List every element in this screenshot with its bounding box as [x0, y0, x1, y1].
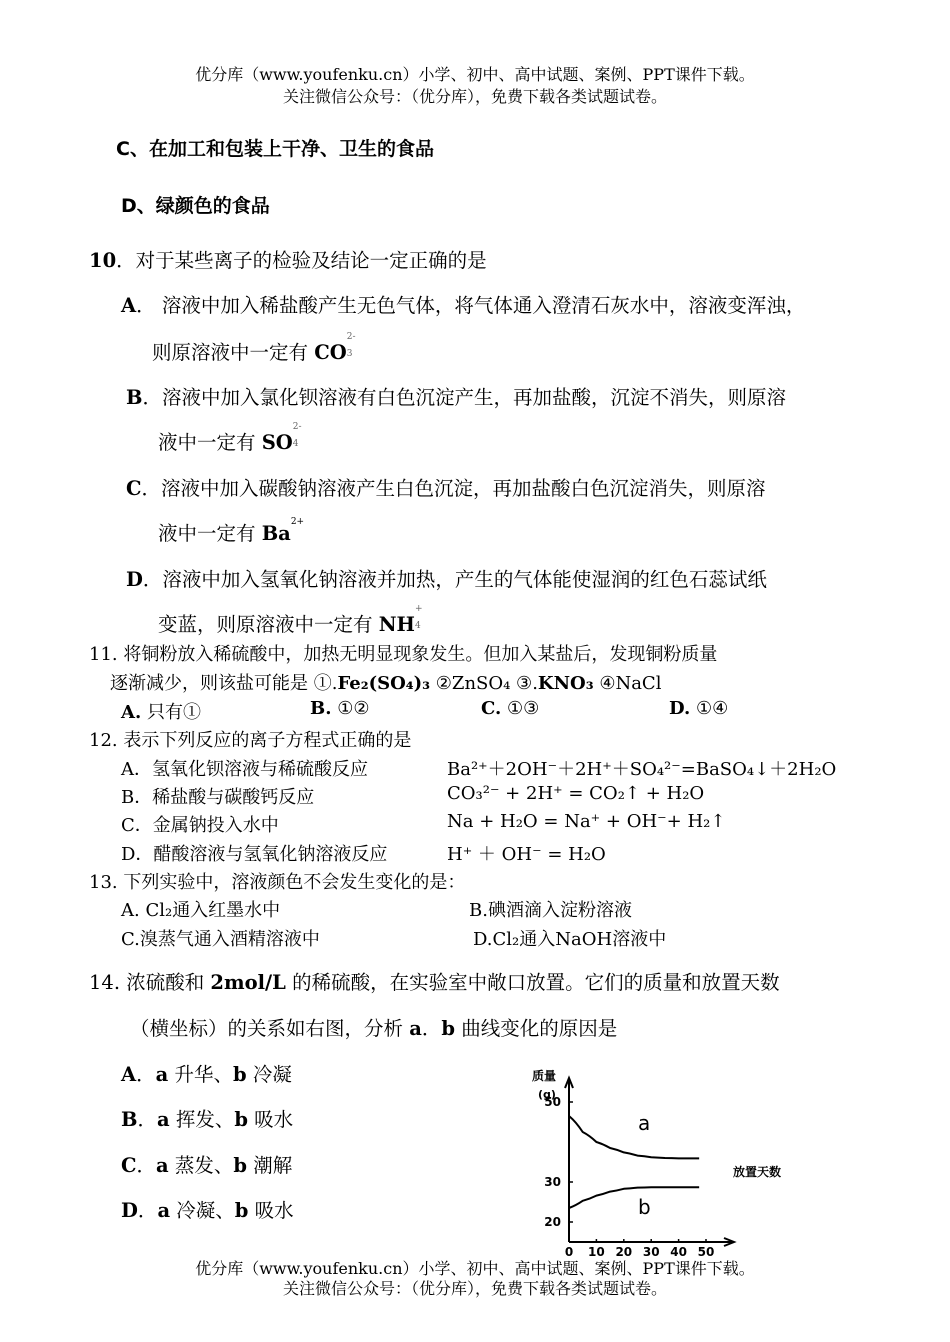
q10-a-ion: CO 2- 3 [314, 332, 356, 364]
q11-salt-nacl: ④NaCl [593, 673, 662, 694]
q10-option-a-line2 [152, 332, 356, 365]
q10-c-ion: Ba 2+ [261, 517, 305, 545]
q10-option-b-line2 [158, 422, 302, 455]
q10-a-ion-subscript: 3 [346, 349, 353, 359]
series-line-a [569, 1116, 699, 1158]
q11-salt-fe2so43: Fe₂(SO₄)₃ [337, 673, 431, 694]
q10-c-label: C [126, 477, 142, 500]
x-tick-label: 20 [615, 1245, 633, 1259]
mass-vs-days-chart [520, 1062, 805, 1262]
q11-stem2-pre: 逐渐减少，则该盐可能是 ①. [110, 673, 338, 694]
x-tick-label: 50 [697, 1245, 715, 1259]
q13-option-b: B.碘酒滴入淀粉溶液 [469, 900, 632, 921]
q12-option-a-text: A．氢氧化钡溶液与稀硫酸反应 [121, 759, 368, 780]
q10-c-text1: ．溶液中加入碳酸钠溶液产生白色沉淀，再加盐酸白色沉淀消失，则原溶 [141, 477, 766, 500]
q12-option-d-equation: H⁺ ＋ OH⁻ = H₂O [447, 844, 606, 865]
q12-option-b-text: B．稀盐酸与碳酸钙反应 [121, 787, 315, 808]
footer-line-1: 优分库（www.youfenku.cn）小学、初中、高中试题、案例、PPT课件下载。 [195, 1259, 755, 1278]
x-tick-label: 10 [588, 1245, 605, 1259]
x-tick-label: 30 [642, 1245, 660, 1259]
q14-option-d: D．a 冷凝、b 吸水 [121, 1199, 294, 1222]
q14-stem1-post: 的稀硫酸，在实验室中敞口放置。它们的质量和放置天数 [285, 971, 780, 994]
q12-option-a-equation: Ba²⁺＋2OH⁻＋2H⁺＋SO₄²⁻=BaSO₄↓＋2H₂O [447, 759, 837, 780]
q13-stem: 13. 下列实验中，溶液颜色不会发生变化的是： [89, 872, 466, 893]
q10-a-text2: 则原溶液中一定有 [152, 341, 315, 364]
q10-option-d-line2 [158, 604, 423, 637]
chart-axes [565, 1078, 734, 1246]
series-line-b [569, 1187, 699, 1208]
x-tick-label: 0 [564, 1245, 574, 1259]
q14-concentration: 2mol/L [210, 971, 286, 994]
header-line-1: 优分库（www.youfenku.cn）小学、初中、高中试题、案例、PPT课件下载。 [195, 65, 755, 84]
q11-stem-line2 [110, 669, 661, 695]
x-tick-label: 40 [670, 1245, 687, 1259]
q10-number: 10 [89, 249, 117, 272]
q9-option-d: D、绿颜色的食品 [121, 195, 270, 217]
q10-b-ion-subscript: 4 [292, 439, 299, 449]
q10-c-text2: 液中一定有 [158, 522, 262, 545]
q10-b-label: B [126, 386, 143, 409]
q12-option-b-equation: CO₃²⁻ + 2H⁺ = CO₂↑ + H₂O [447, 783, 705, 804]
q11-salt-kno3: KNO₃ [537, 673, 594, 694]
q10-b-text2: 液中一定有 [158, 431, 262, 454]
q9-option-c: C、在加工和包装上干净、卫生的食品 [116, 138, 434, 160]
q10-b-ion-charge: 2- [292, 422, 302, 432]
q10-d-text2: 变蓝，则原溶液中一定有 [158, 613, 379, 636]
x-axis-label: 放置天数 [733, 1165, 782, 1179]
y-axis-unit: (g) [538, 1088, 556, 1101]
q10-option-b-line1 [126, 382, 786, 410]
q13-option-d: D.Cl₂通入NaOH溶液中 [473, 929, 667, 950]
y-tick-label: 50 [544, 1095, 561, 1109]
q10-b-text1: ．溶液中加入氯化钡溶液有白色沉淀产生，再加盐酸，沉淀不消失，则原溶 [142, 386, 786, 409]
series-label-b: b [638, 1195, 651, 1219]
q12-option-c-equation: Na + H₂O = Na⁺ + OH⁻+ H₂↑ [447, 811, 726, 832]
q10-d-text1: ．溶液中加入氢氧化钠溶液并加热，产生的气体能使湿润的红色石蕊试纸 [142, 568, 767, 591]
q12-option-d-text: D．醋酸溶液与氢氧化钠溶液反应 [121, 844, 388, 865]
chart-series [569, 1116, 699, 1208]
q11-option-c: C. ①③ [481, 698, 540, 719]
q13-option-a: A. Cl₂通入红墨水中 [121, 900, 281, 921]
q10-a-label: A [121, 294, 137, 317]
q10-option-c-line1 [126, 473, 766, 501]
q14-stem-line2: （横坐标）的关系如右图，分析 a．b 曲线变化的原因是 [130, 1017, 618, 1040]
footer-line-2: 关注微信公众号：（优分库），免费下载各类试题试卷。 [282, 1279, 667, 1298]
q10-stem-text: ．对于某些离子的检验及结论一定正确的是 [116, 249, 487, 272]
q11-option-b: B. ①② [310, 698, 370, 719]
q10-option-a-line1 [121, 290, 805, 318]
q10-option-d-line1 [126, 564, 767, 592]
q10-a-text1: ． 溶液中加入稀盐酸产生无色气体，将气体通入澄清石灰水中，溶液变浑浊， [136, 294, 806, 317]
q10-b-ion: SO 2- 4 [261, 422, 302, 454]
q13-option-c: C.溴蒸气通入酒精溶液中 [121, 929, 320, 950]
y-tick-label: 30 [544, 1175, 561, 1189]
q12-option-c-text: C．金属钠投入水中 [121, 815, 279, 836]
q14-option-b: B．a 挥发、b 吸水 [121, 1108, 294, 1131]
q14-stem1-pre: 14. 浓硫酸和 [89, 971, 211, 994]
q10-d-label: D [126, 568, 143, 591]
q10-d-ion: NH + 4 [378, 604, 423, 636]
q10-a-ion-charge: 2- [346, 332, 356, 342]
q14-option-c: C．a 蒸发、b 潮解 [121, 1154, 293, 1177]
y-tick-label: 20 [544, 1215, 561, 1229]
q10-d-ion-charge: + [414, 604, 423, 614]
q14-option-a: A．a 升华、b 冷凝 [121, 1063, 292, 1086]
q10-stem [89, 245, 487, 273]
q14-stem-line1 [89, 967, 780, 995]
q11-stem-line1: 11. 将铜粉放入稀硫酸中，加热无明显现象发生。但加入某盐后，发现铜粉质量 [89, 644, 718, 665]
series-label-a: a [638, 1111, 651, 1135]
y-axis-label: 质量 [532, 1069, 557, 1083]
q11-option-a: A. 只有① [121, 702, 201, 723]
q10-c-ion-charge: 2+ [290, 517, 305, 527]
q10-option-c-line2 [158, 517, 305, 546]
q11-salt-znso4: ②ZnSO₄ ③. [430, 673, 538, 694]
q11-option-d: D. ①④ [669, 698, 729, 719]
q10-d-ion-subscript: 4 [414, 621, 421, 631]
q12-stem: 12. 表示下列反应的离子方程式正确的是 [89, 730, 412, 751]
header-line-2: 关注微信公众号：（优分库），免费下载各类试题试卷。 [282, 87, 667, 106]
